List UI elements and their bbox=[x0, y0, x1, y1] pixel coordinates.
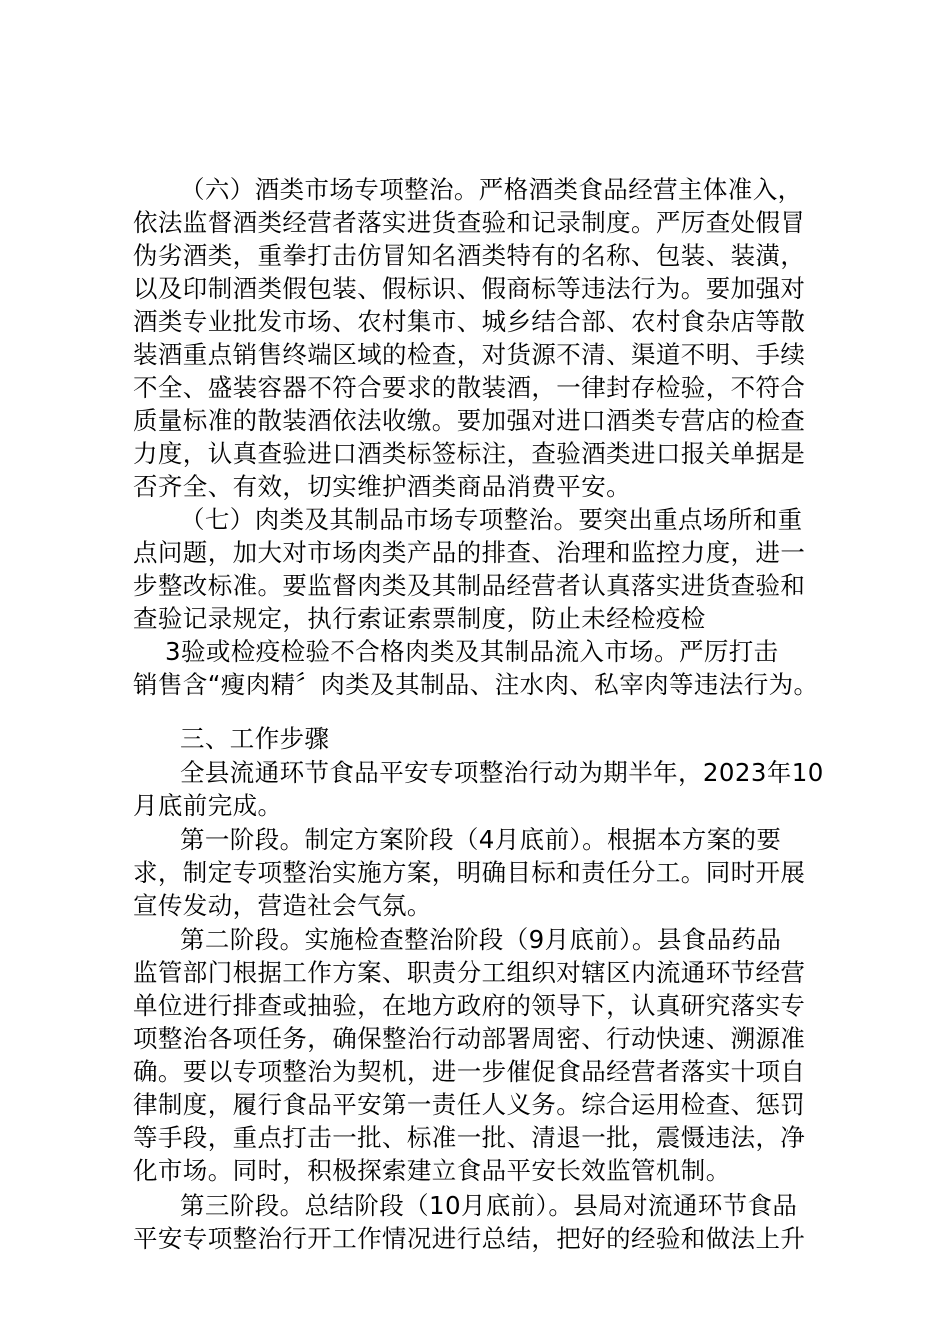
text-line: 力度，认真查验进口酒类标签标注，查验酒类进口报关单据是 bbox=[133, 439, 806, 468]
text-line: 化市场。同时，积极探索建立食品平安长效监管机制。 bbox=[133, 1156, 731, 1185]
text-line: （七）肉类及其制品市场专项整治。要突出重点场所和重 bbox=[180, 505, 803, 534]
text-line: 平安专项整治行开工作情况进行总结，把好的经验和做法上升 bbox=[133, 1224, 806, 1253]
text-line: 依法监督酒类经营者落实进货查验和记录制度。严厉查处假冒 bbox=[133, 208, 806, 237]
text-line: 宣传发动，营造社会气氛。 bbox=[133, 891, 432, 920]
text-line: 律制度，履行食品平安第一责任人义务。综合运用检查、惩罚 bbox=[133, 1090, 806, 1119]
text-line: 第二阶段。实施检查整治阶段（9月底前）。县食品药品 bbox=[180, 925, 782, 954]
text-line: 点问题，加大对市场肉类产品的排查、治理和监控力度，进一 bbox=[133, 538, 806, 567]
text-line: 伪劣酒类，重拳打击仿冒知名酒类特有的名称、包装、装潢， bbox=[133, 241, 806, 270]
text-line: 月底前完成。 bbox=[133, 791, 283, 820]
text-line: 查验记录规定，执行索证索票制度，防止未经检疫检 bbox=[133, 604, 706, 633]
section-heading: 三、工作步骤 bbox=[180, 724, 330, 753]
text-line: 酒类专业批发市场、农村集市、城乡结合部、农村食杂店等散 bbox=[133, 307, 806, 336]
text-line: 等手段，重点打击一批、标准一批、清退一批，震慑违法，净 bbox=[133, 1123, 806, 1152]
text-line: 步整改标准。要监督肉类及其制品经营者认真落实进货查验和 bbox=[133, 571, 806, 600]
text-line: 不全、盛装容器不符合要求的散装酒，一律封存检验，不符合 bbox=[133, 373, 806, 402]
text-line: 第三阶段。总结阶段（10月底前）。县局对流通环节食品 bbox=[180, 1191, 798, 1220]
text-line: （六）酒类市场专项整治。严格酒类食品经营主体准入， bbox=[180, 175, 803, 204]
text-line: 3验或检疫检验不合格肉类及其制品流入市场。严厉打击 bbox=[165, 637, 779, 666]
text-line: 求，制定专项整治实施方案，明确目标和责任分工。同时开展 bbox=[133, 858, 806, 887]
text-line: 监管部门根据工作方案、职责分工组织对辖区内流通环节经营 bbox=[133, 958, 806, 987]
text-line: 以及印制酒类假包装、假标识、假商标等违法行为。要加强对 bbox=[133, 274, 806, 303]
text-line: 销售含“瘦肉精〞肉类及其制品、注水肉、私宰肉等违法行为。 bbox=[133, 670, 819, 699]
text-line: 单位进行排查或抽验，在地方政府的领导下，认真研究落实专 bbox=[133, 991, 806, 1020]
text-line: 装酒重点销售终端区域的检查，对货源不清、渠道不明、手续 bbox=[133, 340, 806, 369]
text-line: 否齐全、有效，切实维护酒类商品消费平安。 bbox=[133, 472, 631, 501]
text-line: 全县流通环节食品平安专项整治行动为期半年，2023年10 bbox=[180, 758, 824, 787]
text-line: 确。要以专项整治为契机，进一步催促食品经营者落实十项自 bbox=[133, 1057, 806, 1086]
text-line: 第一阶段。制定方案阶段（4月底前）。根据本方案的要 bbox=[180, 825, 782, 854]
text-line: 质量标准的散装酒依法收缴。要加强对进口酒类专营店的检查 bbox=[133, 406, 806, 435]
text-line: 项整治各项任务，确保整治行动部署周密、行动快速、溯源准 bbox=[133, 1024, 806, 1053]
